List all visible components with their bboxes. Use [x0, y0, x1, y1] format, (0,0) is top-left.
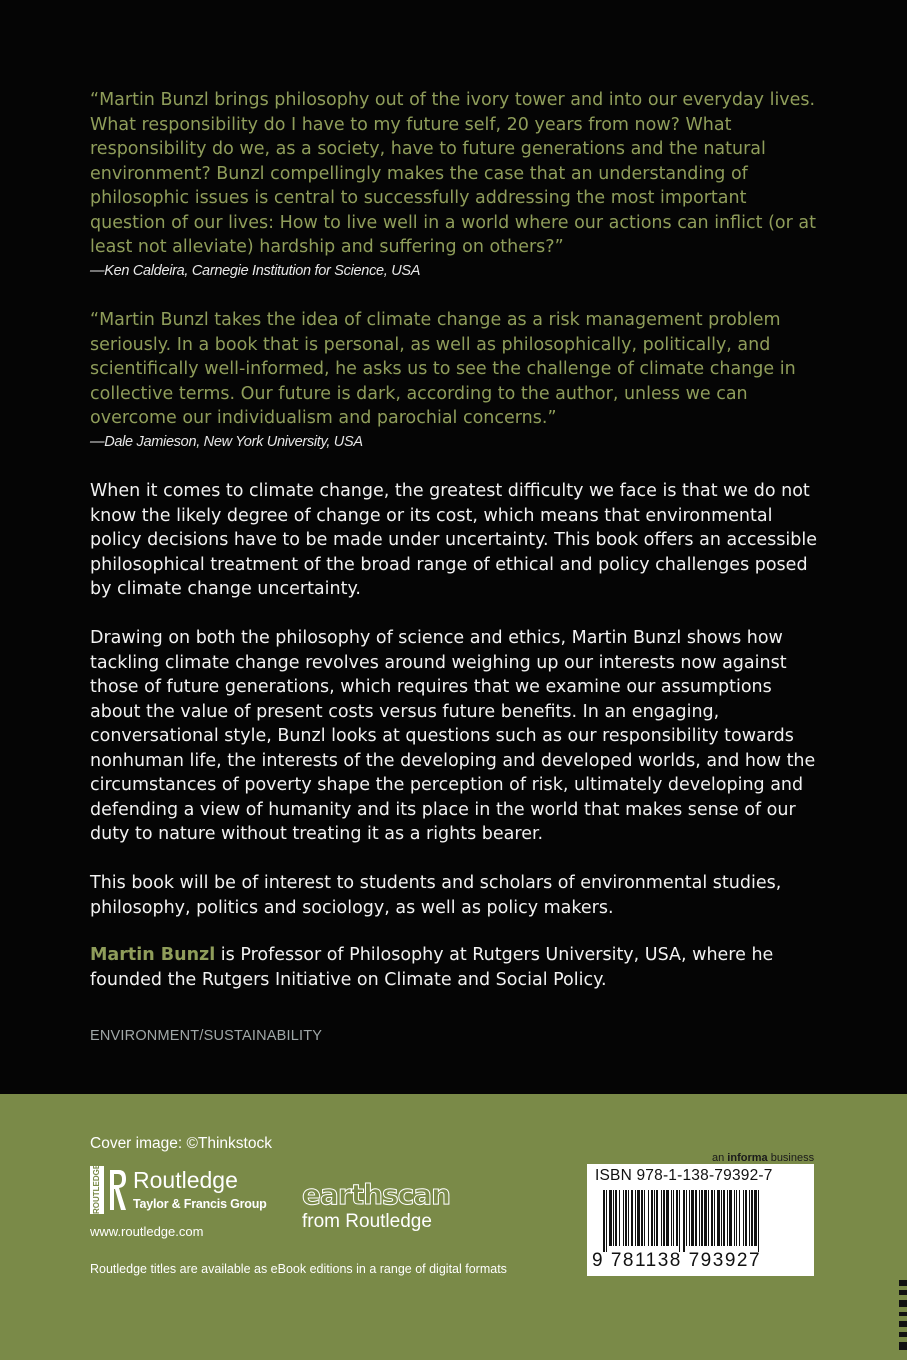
barcode-bar — [708, 1190, 709, 1246]
earthscan-logo — [302, 1178, 467, 1234]
barcode-bar — [656, 1190, 658, 1246]
isbn-barcode — [587, 1164, 814, 1276]
barcode-bar — [736, 1190, 737, 1246]
barcode-bar — [683, 1190, 685, 1252]
barcode-bar — [686, 1190, 687, 1246]
author-bio — [90, 943, 820, 992]
barcode-bar — [603, 1190, 605, 1252]
barcode-bar — [754, 1190, 757, 1246]
routledge-logo — [90, 1163, 275, 1216]
quote-attribution: —Ken Caldeira, Carnegie Institution for Science, USA — [90, 262, 421, 279]
endorsement-quote-1 — [90, 88, 820, 282]
barcode-bar — [623, 1190, 624, 1246]
barcode-bar — [714, 1190, 715, 1246]
barcode-bar — [637, 1190, 640, 1246]
barcode-bar — [751, 1190, 753, 1246]
earthscan-wordmark: earthscan — [302, 1178, 451, 1211]
barcode-bar — [695, 1190, 697, 1246]
earthscan-subtitle: from Routledge — [302, 1211, 432, 1232]
description-paragraph-3 — [90, 871, 820, 920]
endorsement-quote-2 — [90, 308, 820, 453]
barcode-bar — [606, 1190, 607, 1252]
cover-image-credit: Cover image: ©Thinkstock — [90, 1135, 272, 1152]
informa-brand: informa — [727, 1152, 768, 1164]
barcode-bar — [676, 1190, 678, 1246]
informa-prefix: an — [712, 1152, 728, 1164]
author-bio-body: is Professor of Philosophy at Rutgers University, USA, where he founded the Rutgers Initiative on Climate and Social Policy. — [90, 945, 774, 990]
barcode-bar — [628, 1190, 629, 1246]
barcode-digits: 9 781138 793927 — [592, 1250, 762, 1271]
subject-category: ENVIRONMENT/SUSTAINABILITY — [90, 1028, 323, 1044]
routledge-r-icon — [108, 1168, 128, 1212]
ebook-note: Routledge titles are available as eBook editions in a range of digital formats — [90, 1262, 507, 1276]
quote-text: “Martin Bunzl takes the idea of climate change as a risk management problem seriously. In a book that is personal, as well as philosophically, politically, and scientifically well-informed, he asks us to see the challenge of climate change in collective terms. Our future is dark, according to the author, unless we can overcome our individualism and parochial concerns.” — [90, 310, 796, 428]
paragraph-text: When it comes to climate change, the greatest difficulty we face is that we do not know the likely degree of change or its cost, which means that environmental policy decisions have to be made under uncertainty. This book offers an accessible philosophical treatment of the broad range of ethical and policy challenges posed by climate change uncertainty. — [90, 481, 818, 599]
back-cover-footer — [0, 1094, 907, 1360]
barcode-bar — [729, 1190, 732, 1246]
paragraph-text: Drawing on both the philosophy of science and ethics, Martin Bunzl shows how tackling climate change revolves around weighing up our interests now against those of future generations, which requires that we examine our assumptions about the value of present costs versus future benefits. In an engaging, conversational style, Bunzl looks at questions such as our responsibility towards nonhuman life, the interests of the developing and developed worlds, and how the circumstances of poverty shape the perception of risk, ultimately developing and defending a view of humanity and its place in the world that makes sense of our duty to nature without treating it as a rights bearer. — [90, 628, 816, 844]
barcode-bar — [704, 1190, 707, 1246]
barcode-bar — [734, 1190, 735, 1246]
barcode-bar — [635, 1190, 636, 1246]
barcode-bar — [673, 1190, 674, 1246]
barcode-bar — [663, 1190, 665, 1246]
barcode-bar — [651, 1190, 653, 1246]
barcode-bar — [717, 1190, 720, 1246]
barcode-bar — [745, 1190, 747, 1246]
barcode-bar — [619, 1190, 620, 1246]
barcode-bar — [749, 1190, 750, 1246]
barcode-bar — [691, 1190, 694, 1246]
barcode-bar — [671, 1190, 672, 1246]
barcode-bar — [661, 1190, 662, 1246]
description-paragraph-1 — [90, 479, 820, 602]
quote-text: “Martin Bunzl brings philosophy out of the ivory tower and into our everyday lives. What responsibility do I have to my future self, 20 years from now? What responsibility do we, as a society, have to future generations and the natural environment? Bunzl compellingly makes the case that an understanding of philosophic issues is central to successfully addressing the most important question of our lives: How to live well in a world where our actions can inflict (or at least not alleviate) hardship and suffering on others?” — [90, 90, 816, 257]
paragraph-text: This book will be of interest to students and scholars of environmental studies, philosophy, politics and sociology, as well as policy makers. — [90, 873, 782, 918]
barcode-bar — [609, 1190, 612, 1246]
barcode-bar — [758, 1190, 759, 1252]
routledge-vertical-wordmark: ROUTLEDGE — [90, 1166, 104, 1214]
barcode-bar — [743, 1190, 744, 1246]
author-bio-text — [90, 943, 820, 992]
barcode-bar — [648, 1190, 649, 1246]
barcode-bar — [654, 1190, 655, 1246]
barcode-bar — [679, 1190, 680, 1252]
routledge-group: Taylor & Francis Group — [133, 1197, 267, 1211]
barcode-bar — [701, 1190, 703, 1246]
description-paragraph-2 — [90, 626, 820, 847]
barcode-bar — [727, 1190, 728, 1246]
barcode-bar — [615, 1190, 617, 1246]
barcode-bar — [739, 1190, 740, 1246]
routledge-url: www.routledge.com — [90, 1224, 204, 1239]
routledge-name: Routledge — [133, 1167, 238, 1193]
informa-suffix: business — [767, 1152, 815, 1164]
barcode-bar — [711, 1190, 713, 1246]
author-name: Martin Bunzl — [90, 945, 216, 965]
barcode-bar — [666, 1190, 669, 1246]
barcode-bar — [689, 1190, 690, 1246]
barcode-bar — [721, 1190, 722, 1246]
informa-tagline — [712, 1152, 814, 1164]
isbn-number: ISBN 978-1-138-79392-7 — [595, 1167, 773, 1184]
barcode-bar — [699, 1190, 700, 1246]
barcode-bar — [631, 1190, 633, 1246]
barcode-bar — [613, 1190, 614, 1246]
barcode-bar — [723, 1190, 725, 1246]
barcode-bar — [641, 1190, 643, 1246]
quote-attribution: —Dale Jamieson, New York University, USA — [90, 433, 363, 450]
barcode-bar — [644, 1190, 645, 1246]
edge-bars-decoration — [895, 1280, 907, 1360]
barcode-bar — [625, 1190, 627, 1246]
